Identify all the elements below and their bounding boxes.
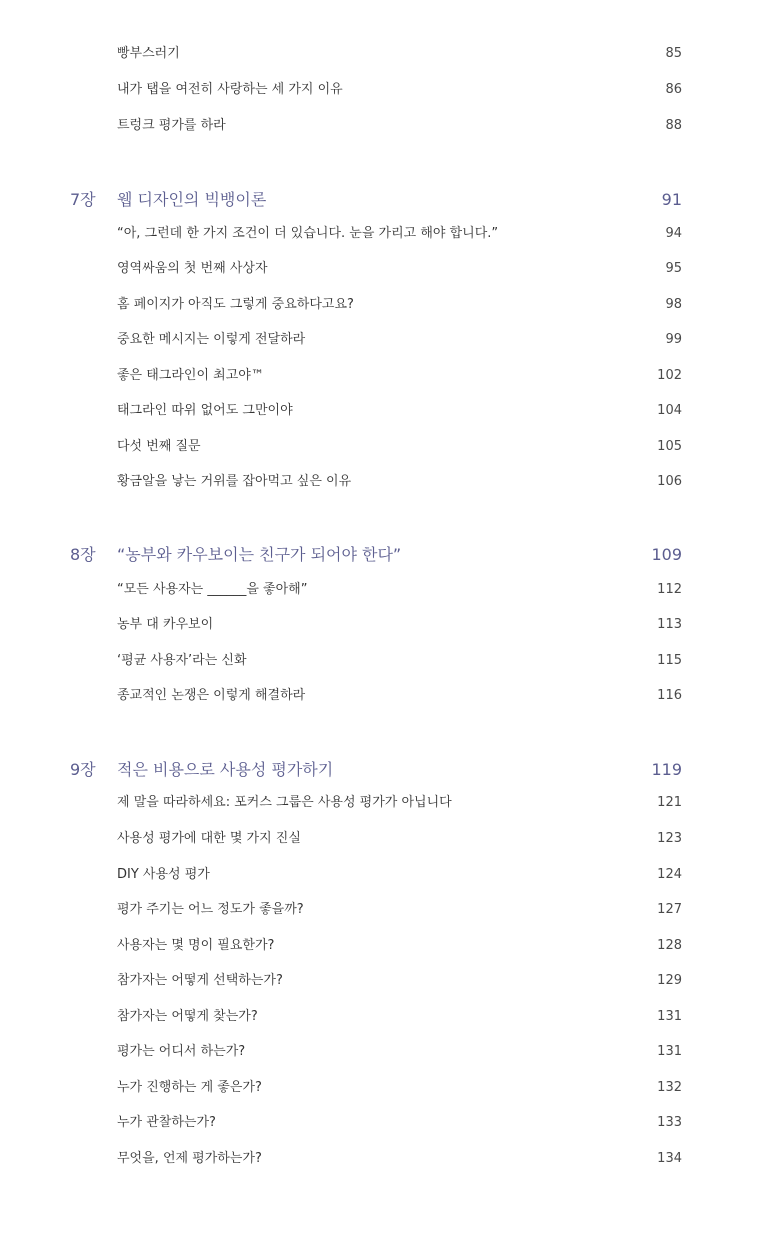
toc-entry-page: 106	[657, 474, 682, 489]
toc-entry-page: 112	[657, 582, 682, 597]
toc-entry	[0, 575, 774, 605]
chapter-title: 적은 비용으로 사용성 평가하기	[117, 760, 334, 779]
toc-entry-page: 105	[657, 439, 682, 454]
toc-entry-title: 빵부스러기	[117, 46, 180, 61]
toc-entry-title: 황금알을 낳는 거위를 잡아먹고 싶은 이유	[117, 474, 352, 489]
toc-entry-title: 사용자는 몇 명이 필요한가?	[117, 938, 275, 953]
toc-entry-title: 홈 페이지가 아직도 그렇게 중요하다고요?	[117, 297, 354, 312]
toc-entry-title: 좋은 태그라인이 최고야™	[117, 368, 264, 383]
toc-entry-title: 트렁크 평가를 하라	[117, 118, 226, 133]
chapter-page: 91	[661, 190, 682, 209]
toc-entry-page: 116	[657, 688, 682, 703]
toc-entry	[0, 895, 774, 925]
toc-entry-title: 제 말을 따라하세요: 포커스 그룹은 사용성 평가가 아닙니다	[117, 795, 452, 810]
toc-entry-page: 98	[665, 297, 682, 312]
toc-entry-title: 평가는 어디서 하는가?	[117, 1044, 246, 1059]
toc-entry-title: 평가 주기는 어느 정도가 좋을까?	[117, 902, 304, 917]
toc-entry-title: 다섯 번째 질문	[117, 439, 201, 454]
toc-entry-title: 내가 탭을 여전히 사랑하는 세 가지 이유	[117, 82, 343, 97]
toc-entry	[0, 111, 774, 141]
toc-entry	[0, 1108, 774, 1138]
toc-entry-page: 124	[657, 867, 682, 882]
toc-entry-title: “아, 그런데 한 가지 조건이 더 있습니다. 눈을 가리고 해야 합니다.”	[117, 226, 499, 241]
toc-entry-page: 131	[657, 1044, 682, 1059]
toc-entry-title: 농부 대 카우보이	[117, 617, 214, 632]
toc-entry	[0, 1073, 774, 1103]
toc-entry-title: ‘평균 사용자’라는 신화	[117, 653, 247, 668]
toc-entry-title: 누가 진행하는 게 좋은가?	[117, 1080, 262, 1095]
toc-entry-page: 88	[665, 118, 682, 133]
toc-entry-page: 134	[657, 1151, 682, 1166]
toc-entry-title: 누가 관찰하는가?	[117, 1115, 216, 1130]
toc-entry	[0, 824, 774, 854]
toc-entry	[0, 610, 774, 640]
chapter-heading	[0, 185, 774, 215]
toc-entry-title: 참가자는 어떻게 찾는가?	[117, 1009, 258, 1024]
toc-entry	[0, 325, 774, 355]
toc-entry-page: 94	[665, 226, 682, 241]
toc-entry	[0, 1037, 774, 1067]
toc-entry-page: 129	[657, 973, 682, 988]
toc-entry-title: 태그라인 따위 없어도 그만이야	[117, 403, 293, 418]
toc-entry-page: 86	[665, 82, 682, 97]
toc-entry-page: 95	[665, 261, 682, 276]
toc-entry-title: 참가자는 어떻게 선택하는가?	[117, 973, 283, 988]
chapter-number: 7장	[70, 190, 96, 209]
toc-entry-page: 131	[657, 1009, 682, 1024]
toc-entry-page: 115	[657, 653, 682, 668]
toc-entry-page: 113	[657, 617, 682, 632]
toc-entry	[0, 39, 774, 69]
toc-entry-page: 128	[657, 938, 682, 953]
toc-entry-page: 85	[665, 46, 682, 61]
toc-entry-page: 99	[665, 332, 682, 347]
toc-entry	[0, 788, 774, 818]
toc-entry	[0, 432, 774, 462]
toc-entry	[0, 75, 774, 105]
toc-entry-page: 133	[657, 1115, 682, 1130]
toc-entry	[0, 254, 774, 284]
toc-entry	[0, 1002, 774, 1032]
chapter-heading	[0, 755, 774, 785]
toc-entry-title: “모든 사용자는 ______을 좋아해”	[117, 582, 308, 597]
toc-entry-page: 102	[657, 368, 682, 383]
toc-entry-title: 종교적인 논쟁은 이렇게 해결하라	[117, 688, 306, 703]
toc-entry	[0, 290, 774, 320]
chapter-title: “농부와 카우보이는 친구가 되어야 한다”	[117, 545, 402, 564]
toc-entry-page: 127	[657, 902, 682, 917]
toc-entry-page: 123	[657, 831, 682, 846]
chapter-heading	[0, 540, 774, 570]
chapter-page: 119	[651, 760, 682, 779]
toc-entry	[0, 646, 774, 676]
toc-entry	[0, 1144, 774, 1174]
toc-entry-title: 사용성 평가에 대한 몇 가지 진실	[117, 831, 301, 846]
toc-entry	[0, 931, 774, 961]
toc-entry-title: 무엇을, 언제 평가하는가?	[117, 1151, 262, 1166]
chapter-number: 8장	[70, 545, 96, 564]
toc-entry-page: 104	[657, 403, 682, 418]
toc-entry-page: 121	[657, 795, 682, 810]
toc-entry	[0, 467, 774, 497]
chapter-title: 웹 디자인의 빅뱅이론	[117, 190, 267, 209]
toc-entry	[0, 860, 774, 890]
chapter-page: 109	[651, 545, 682, 564]
chapter-number: 9장	[70, 760, 96, 779]
toc-entry-title: 영역싸움의 첫 번째 사상자	[117, 261, 268, 276]
toc-entry-page: 132	[657, 1080, 682, 1095]
toc-entry	[0, 396, 774, 426]
toc-entry	[0, 361, 774, 391]
toc-entry	[0, 219, 774, 249]
toc-entry	[0, 681, 774, 711]
toc-entry-title: DIY 사용성 평가	[117, 867, 210, 882]
toc-entry	[0, 966, 774, 996]
toc-entry-title: 중요한 메시지는 이렇게 전달하라	[117, 332, 306, 347]
